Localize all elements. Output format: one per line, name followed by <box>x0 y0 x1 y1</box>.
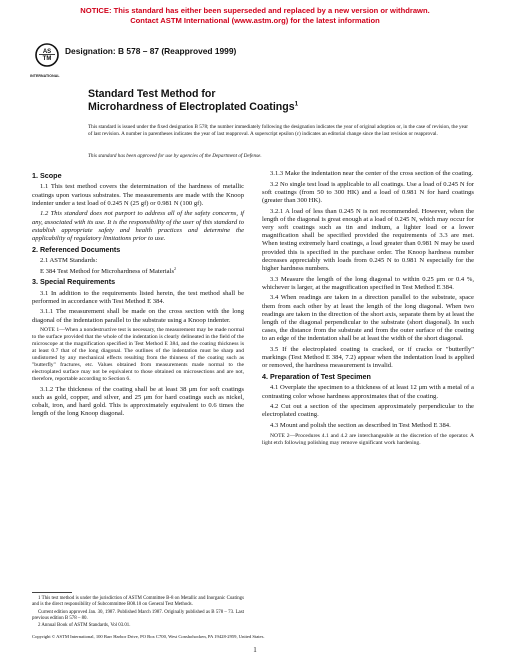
reference-e384 <box>32 265 244 276</box>
section-heading-special-requirements: 3. Special Requirements <box>32 277 116 287</box>
designation: Designation: B 578 – 87 (Reapproved 1999) <box>65 46 237 56</box>
footnote-divider <box>32 592 72 593</box>
paragraph-3-3: 3.3 Measure the length of the long diagonal to within 0.25 μm or 0.4 %, whichever is larger, at the magnification specified in Test Method E 384. <box>262 275 474 291</box>
paragraph-1-1: 1.1 This test method covers the determination of the hardness of metallic coatings upon various substrates. The measurements are made with the Knoop indenter under a test load of 0.245 N (25 gf) or 0.981 N (100 gf). <box>32 183 244 207</box>
paragraph-3-1: 3.1 In addition to the requirements listed herein, the test method shall be performed in accordance with Test Method E 384. <box>32 289 244 305</box>
paragraph-2-1: 2.1 ASTM Standards: <box>40 256 98 264</box>
paragraph-3-1-3: 3.1.3 Make the indentation near the center of the cross section of the coating. <box>270 170 474 177</box>
paragraph-4-3: 4.3 Mount and polish the section as described in Test Method E 384. <box>270 422 451 429</box>
notice-line-2: Contact ASTM International (www.astm.org) for the latest information <box>130 16 380 25</box>
title-line-2 <box>88 101 468 114</box>
notice-line-1: NOTICE: This standard has either been superseded and replaced by a new version or withdrawn. <box>80 6 430 15</box>
left-column <box>32 170 244 421</box>
note-1: NOTE 1—When a nondestructive test is necessary, the measurement may be made normal to the surface provided that the whole of the indentation is clearly delineated in the field of the microscope at the magnification specified in Test Method E 384, and the coating thickness is at least 0.7 that of the long diagonal. The outlines of the indentation must be sharp and undistorted by any mechanical effects resulting from the thinness of the coating such as "butterfly" fractures, etc. Values obtained from measurements made normal to the electroplated surface may not be equivalent to those obtained on microsections and are not, therefore, reportable according to Section 6. <box>32 327 244 383</box>
paragraph-1-2: 1.2 This standard does not purport to address all of the safety concerns, if any, associated with its use. It is the responsibility of the user of this standard to establish appropriate safety and health practices and determine the applicability of regulatory limitations prior to use. <box>32 210 244 242</box>
dod-approval-statement: This standard has been approved for use by agencies of the Department of Defense. <box>88 153 262 159</box>
section-heading-referenced-documents: 2. Referenced Documents <box>32 244 121 254</box>
copyright-line: Copyright © ASTM International, 100 Barr Harbor Drive, PO Box C700, West Conshohocken, PA 19428-2959, United States. <box>32 634 265 639</box>
footnotes <box>32 596 244 630</box>
logo-subtitle: INTERNATIONAL <box>30 74 60 78</box>
paragraph-3-2: 3.2 No single test load is applicable to all coatings. Use a load of 0.245 N for soft coatings (from 50 to 300 HK) and a load of 0.981 N for hard coatings (greater than 300 HK). <box>262 180 474 204</box>
section-heading-preparation: 4. Preparation of Test Specimen <box>262 372 371 382</box>
paragraph-4-1: 4.1 Overplate the specimen to a thickness of at least 12 μm with a metal of a contrasting color whose hardness approximates that of the coating. <box>262 384 474 400</box>
svg-text:TM: TM <box>42 56 52 62</box>
paragraph-3-1-2: 3.1.2 The thickness of the coating shall be at least 38 μm for soft coatings such as gold, copper, and silver, and 25 μm for hard coatings such as nickel, cobalt, iron, and hard gold. This is approximately equivalent to 0.6 times the length of the long Knoop diagonal. <box>32 385 244 418</box>
astm-logo-icon <box>35 38 59 72</box>
note-2: NOTE 2—Procedures 4.1 and 4.2 are interchangeable at the discretion of the operator. A light etch following polishing may remove significant work hardening. <box>262 432 474 446</box>
paragraph-4-2: 4.2 Cut out a section of the specimen approximately perpendicular to the electroplated coating. <box>262 403 474 419</box>
footnote-2: 2 Annual Book of ASTM Standards, Vol 03.01. <box>38 623 131 629</box>
svg-text:AS: AS <box>42 49 52 55</box>
document-title <box>88 88 468 113</box>
paragraph-3-2-1: 3.2.1 A load of less than 0.245 N is not recommended. However, when the length of the diagonal is great enough at a load of 0.245 N, which may occur for very soft coatings such as tin and indium, a lighter load or a lower magnification shall be specified provided the requirements of 3.3 are met. When testing extremely hard coatings, a load greater than 0.981 N may be used provided this is specified in the purchase order. The Knoop hardness number decreases appreciably with loads from 0.245 N to 0.981 N especially for the higher hardness numbers. <box>262 207 474 273</box>
title-footnote-ref: 1 <box>294 100 299 108</box>
title-line-1: Standard Test Method for <box>88 88 216 100</box>
paragraph-3-5: 3.5 If the electroplated coating is cracked, or if cracks or "butterfly" markings (Test Method E 384, 7.2) appear when the indentation load is applied or removed, the hardness measurement is invalid. <box>262 346 474 370</box>
reference-e384-text: E 384 Test Method for Microhardness of Materials <box>40 267 175 275</box>
right-column <box>262 170 474 449</box>
footnote-ref-2: 2 <box>174 265 176 271</box>
footnote-1: 1 This test method is under the jurisdiction of ASTM Committee B-8 on Metallic and Inorganic Coatings and is the direct responsibility of Subcommittee B08.10 on General Test Methods. <box>32 596 244 608</box>
page-number: 1 <box>253 646 257 654</box>
footnote-1b: Current edition approved Jan. 30, 1987. Published March 1987. Originally published as B 578 – 73. Last previous edition B 578 – 80. <box>32 609 244 621</box>
section-heading-scope: 1. Scope <box>32 171 62 180</box>
withdrawal-notice <box>0 6 510 26</box>
paragraph-3-1-1: 3.1.1 The measurement shall be made on the cross section with the long diagonal of the indentation parallel to the substrate using a Knoop indenter. <box>32 308 244 324</box>
paragraph-3-4: 3.4 When readings are taken in a direction parallel to the substrate, space them from each other by at least the length of the long diagonal. When two readings are taken in the direction of the short axis, separate them by at least the length of the diagonal perpendicular to the substrate (short diagonal). In such cases, the distance from the substrate and from the outer surface of the coating to an edge of the indentation shall be at least the width of the short diagonal. <box>262 294 474 343</box>
issued-statement: This standard is issued under the fixed designation B 578; the number immediately following the designation indicates the year of original adoption or, in the case of revision, the year of last revision. A number in parentheses indicates the year of last reapproval. A superscript epsilon (ε) indicates an editorial change since the last revision or reapproval. <box>88 124 468 137</box>
title-main: Microhardness of Electroplated Coatings <box>88 100 295 113</box>
